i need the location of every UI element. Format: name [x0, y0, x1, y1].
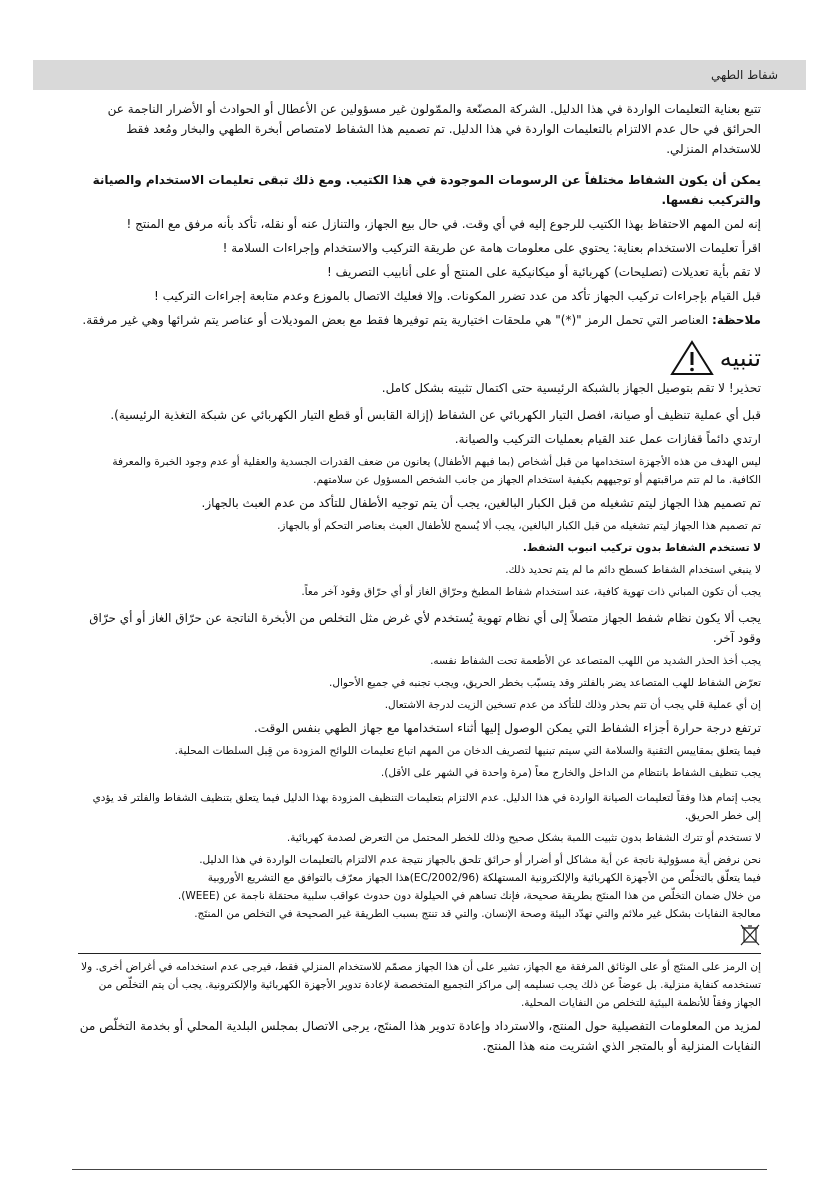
crossed-out-bin-icon: [739, 923, 761, 947]
keep-booklet-note: إنه لمن المهم الاحتفاظ بهذا الكتيب للرجوع إليه في أي وقت. في حال بيع الجهاز، والتنازل عنه أو نقله، تأكد بأنه مرفق مع المنتج !: [126, 217, 761, 231]
warning-title: تنبيه: [719, 344, 761, 372]
check-components-note: قبل القيام بإجراءات تركيب الجهاز تأكد من عدد تضرر المكونات. وإلا فعليك الاتصال بالموزع وعدم متابعة إجراءات التركيب !: [153, 289, 761, 303]
warning-item: تم تصميم هذا الجهاز ليتم تشغيله من قبل الكبار البالغين، يجب أن يتم توجيه الأطفال للتأكد من عدم العبث بالجهاز.: [201, 496, 761, 510]
no-modifications-note: لا تقم بأية تعديلات (تصليحات) كهربائية أو ميكانيكية على المنتج أو على أنابيب التصريف !: [327, 265, 761, 279]
weee-directive-paragraph: فيما يتعلّق بالتخلّص من الأجهزة الكهربائية والإلكترونية المستهلكة (2002/96/EC)هذا الجهاز معرّف بالتوافق مع التشريع الأوروبية: [207, 872, 761, 884]
liability-paragraph: نحن نرفض أية مسؤولية ناتجة عن أية مشاكل أو أضرار أو حرائق تلحق بالجهاز نتيجة عدم الالتزام بالتعليمات الواردة في هذا الدليل.: [199, 854, 761, 866]
warning-item: يجب تنظيف الشفاط بانتظام من الداخل والخارج معاً (مرة واحدة في الشهر على الأقل).: [380, 767, 761, 779]
warning-item: فيما يتعلق بمقاييس التقنية والسلامة التي سيتم تبنيها لتصريف الدخان من المهم اتباع تعليمات اللوائح المزودة من قِبل السلطات المحلية.: [174, 745, 761, 757]
warning-item: يجب ألا يكون نظام شفط الجهاز متصلاً إلى أي نظام تهوية يُستخدم لأي غرض مثل التخلص من الأبخرة الناتجة عن حرّاق الغاز أو أي حرّاق وقود آخر.: [89, 611, 761, 645]
warning-item: يجب أخذ الحذر الشديد من اللهب المتصاعد عن الأطعمة تحت الشفاط نفسه.: [430, 655, 761, 667]
warning-item: يجب أن تكون المباني ذات تهوية كافية، عند استخدام شفاط المطبخ وحرّاق الغاز أو أي حرّاق وقود آخر معاً.: [301, 586, 761, 598]
warning-item: إن أي عملية قلي يجب أن تتم بحذر وذلك للتأكد من عدم تسخين الزيت لدرجة الاشتعال.: [384, 699, 761, 711]
intro-paragraph: تتبع بعناية التعليمات الواردة في هذا الدليل. الشركة المصنّعة والممّولون غير مسؤولين عن الأعطال أو الحوادث أو الأضرار الناجمة عن الحرائق في حال عدم الالتزام بالتعليمات الواردة في هذا الدليل. تم تصميم هذا الشفاط لامتصاص أبخرة الطهي والبخار ومُعد فقط للاستخدام المنزلي.: [107, 102, 761, 156]
weee-symbol-paragraph: إن الرمز على المنتَج أو على الوثائق المرفقة مع الجهاز، تشير على أن هذا الجهاز مصمّم للاستخدام المنزلي فقط، فيرجى عدم استخدامه في أغراض أخرى. ولا تستخدمه كنفاية منزلية. بل عوضاً عن ذلك يجب تسليمه إلى مراكز التجميع المتخصصة لإعادة تدوير الأجهزة الكهربائية والإلكترونية. يجب أن يتم التخلّص من الجهاز وفقاً للأنظمة البيئية للتخلص من النفايات المحلية.: [81, 961, 761, 1009]
optional-items-note: [78, 310, 761, 330]
warning-item: تعرّض الشفاط للهب المتصاعد يضر بالفلتر وقد يتسبّب بخطر الحريق، ويجب تجنبه في جميع الأحوال.: [328, 677, 761, 689]
weee-disposal-paragraph: من خلال ضمان التخلّص من هذا المنتَج بطريقة صحيحة، فإنك تساهم في الحيلولة دون حدوث عواقب سلبية محتمَلة ناجمة عن (WEEE).: [177, 890, 761, 902]
read-instructions-note: اقرأ تعليمات الاستخدام بعناية: يحتوي على معلومات هامة عن طريقة التركيب والاستخدام وإجراءات السلامة !: [222, 241, 761, 255]
warning-item: يجب إتمام هذا وفقاً لتعليمات الصيانة الواردة في هذا الدليل. عدم الالتزام بتعليمات التنظيف المزودة بهذا الدليل فيما يتعلق بتنظيف الشفاط والفلتر قد يؤدي إلى خطر الحريق.: [92, 792, 761, 822]
warning-item: ارتدي دائماً قفازات عمل عند القيام بعمليات التركيب والصيانة.: [454, 432, 761, 446]
warning-item: لا ينبغي استخدام الشفاط كسطح دائم ما لم يتم تحديد ذلك.: [505, 564, 761, 576]
note-text: العناصر التي تحمل الرمز "(*)" هي ملحقات اختيارية يتم توفيرها فقط مع بعض الموديلات أو عناصر يتم شرائها وهي غير مرفقة.: [82, 313, 709, 327]
warning-heading: [78, 338, 761, 378]
weee-waste-paragraph: معالجة النفايات بشكل غير ملائم والتي تهدّد البيئة وصحة الإنسان. والتي قد تنتج بسبب الطريقة غير الصحيحة في التخلص من المنتَج.: [194, 908, 761, 920]
warning-item: تحذير! لا تقم بتوصيل الجهاز بالشبكة الرئيسية حتى اكتمال تثبيته بشكل كامل.: [381, 381, 761, 395]
warning-item: ليس الهدف من هذه الأجهزة استخدامها من قبل أشخاص (بما فيهم الأطفال) يعانون من ضعف القدرات الجسدية والعقلية أو عدم وجود الخبرة والمعرفة الكافية. ما لم تتم مراقبتهم أو توجيههم بكيفية استخدام الجهاز من جانب الشخص المسؤول عن سلامتهم.: [112, 456, 761, 486]
footer-divider: [72, 1169, 767, 1170]
more-info-paragraph: لمزيد من المعلومات التفصيلية حول المنتج، والاسترداد وإعادة تدوير هذا المنتَج، يرجى الاتصال بمجلس البلدية المحلي أو بخدمة التخلّص من النفايات المنزلية أو بالمتجر الذي اشتريت منه هذا المنتج.: [79, 1019, 761, 1053]
warning-item: لا تستخدم الشفاط بدون تركيب انبوب الشفط.: [522, 542, 761, 554]
weee-divider: [78, 953, 761, 954]
warning-item: ترتفع درجة حرارة أجزاء الشفاط التي يمكن الوصول إليها أثناء استخدامها مع جهاز الطهي بنفس الوقت.: [253, 721, 761, 735]
content: [78, 99, 761, 1056]
page-title: شفاط الطهي: [710, 68, 778, 82]
weee-symbol-row: [78, 923, 761, 949]
warning-item: تم تصميم هذا الجهاز ليتم تشغيله من قبل الكبار البالغين، يجب ألا يُسمح للأطفال العبث بعناصر التحكم أو بالجهاز.: [277, 520, 761, 532]
note-label: ملاحظة:: [712, 313, 761, 327]
warning-triangle-icon: [670, 340, 714, 376]
drawings-notice: يمكن أن يكون الشفاط مختلفاً عن الرسومات الموجودة في هذا الكتيب. ومع ذلك تبقى تعليمات الاستخدام والصيانة والتركيب نفسها.: [92, 173, 761, 207]
warning-item: قبل أي عملية تنظيف أو صيانة، افصل التيار الكهربائي عن الشفاط (إزالة القابس أو قطع التيار الكهربائي عن شبكة التغذية الرئيسية).: [110, 408, 761, 422]
header-band: [33, 60, 806, 90]
warning-item: لا تستخدم أو تترك الشفاط بدون تثبيت اللمبة بشكل صحيح وذلك للخطر المحتمل من التعرض لصدمة كهربائية.: [286, 832, 761, 844]
